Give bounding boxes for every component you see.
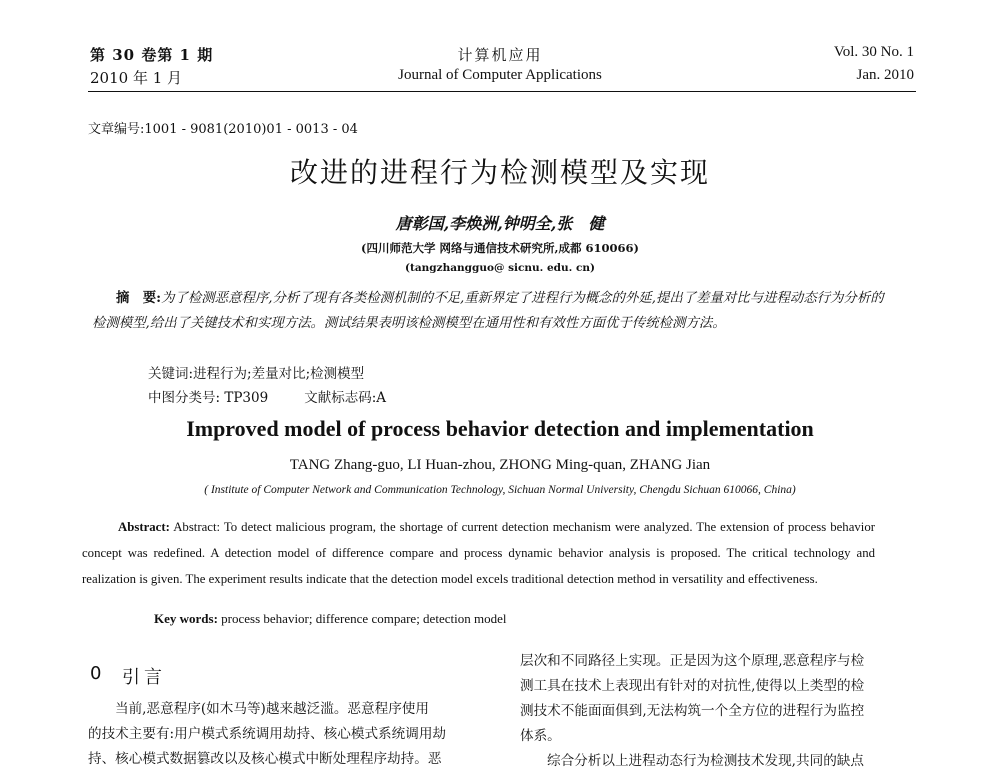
abstract-cn-text: 为了检测恶意程序,分析了现有各类检测机制的不足,重新界定了进程行为概念的外延,提出了差量对比与进程动态行为分析的检测模型,给出了关键技术和实现方法。测试结果表明该检测模型在通用性和有效性方面优于传统检测方法。 <box>92 291 884 331</box>
paragraph-line: 持、核心模式数据篡改以及核心模式中断处理程序劫持。恶 <box>88 751 442 767</box>
article-id: 文章编号:1001 - 9081(2010)01 - 0013 - 04 <box>88 122 358 137</box>
body-column-left <box>88 697 493 772</box>
abstract-en <box>82 514 875 592</box>
classification-cn <box>148 386 386 406</box>
paragraph-line: 综合分析以上进程动态行为检测技术发现,共同的缺点 <box>547 753 864 769</box>
paragraph-line: 层次和不同路径上实现。正是因为这个原理,恶意程序与检 <box>520 653 865 669</box>
page-title-cn: 改进的进程行为检测模型及实现 <box>289 156 710 189</box>
author-email: (tangzhangguo@ sicnu. edu. cn) <box>405 262 595 274</box>
abstract-en-text: Abstract: To detect malicious program, the shortage of current detection mechanism were analyzed. The extension of process behavior concept was redefined. A detection model of difference compare and process dynamic behavior analysis is proposed. The critical technology and realization is given. The experiment results indicate that the detection model excels traditional detection method in versatility and effectiveness. <box>82 520 875 586</box>
section-number: 0 <box>90 663 102 684</box>
header-date-cn: 2010 年 1 月 <box>90 69 183 87</box>
paragraph-line: 体系。 <box>520 728 561 744</box>
paragraph-line: 的技术主要有:用户模式系统调用劫持、核心模式系统调用劫 <box>88 726 447 742</box>
paragraph-line: 测技术不能面面俱到,无法构筑一个全方位的进程行为监控 <box>520 703 865 719</box>
header-volume-issue-en: Vol. 30 No. 1 <box>833 44 914 60</box>
header-volume-issue-cn: 第 30 卷第 1 期 <box>90 46 214 64</box>
header-journal-cn: 计算机应用 <box>457 46 543 64</box>
section-title: 引言 <box>122 667 166 688</box>
page-title-en: Improved model of process behavior detection and implementation <box>186 416 814 441</box>
authors-cn: 唐彰国,李焕洲,钟明全,张 健 <box>395 214 605 233</box>
affiliation-cn: (四川师范大学 网络与通信技术研究所,成都 610066) <box>361 241 639 255</box>
keywords-cn: 关键词:进程行为;差量对比;检测模型 <box>148 366 365 382</box>
abstract-en-label: Abstract: <box>118 520 170 534</box>
keywords-en <box>154 611 506 627</box>
doc-code: 文献标志码:A <box>304 390 387 406</box>
header-rule <box>88 91 916 92</box>
abstract-cn <box>92 286 892 336</box>
keywords-en-label: Key words: <box>154 611 218 626</box>
paragraph-line: 当前,恶意程序(如木马等)越来越泛滥。恶意程序使用 <box>115 701 429 717</box>
body-column-right <box>520 649 920 774</box>
affiliation-en: ( Institute of Computer Network and Communication Technology, Sichuan Normal University, Chengdu Sichuan 610066, China) <box>204 484 796 496</box>
header-date-en: Jan. 2010 <box>856 67 914 83</box>
paragraph-line: 测工具在技术上表现出有针对的对抗性,使得以上类型的检 <box>520 678 865 694</box>
authors-en: TANG Zhang-guo, LI Huan-zhou, ZHONG Ming-quan, ZHANG Jian <box>289 457 711 473</box>
clc-number: 中图分类号: TP309 <box>148 390 269 406</box>
header-journal-en: Journal of Computer Applications <box>398 67 602 83</box>
abstract-cn-label: 摘 要: <box>116 290 162 306</box>
keywords-en-text: process behavior; difference compare; detection model <box>221 611 507 626</box>
